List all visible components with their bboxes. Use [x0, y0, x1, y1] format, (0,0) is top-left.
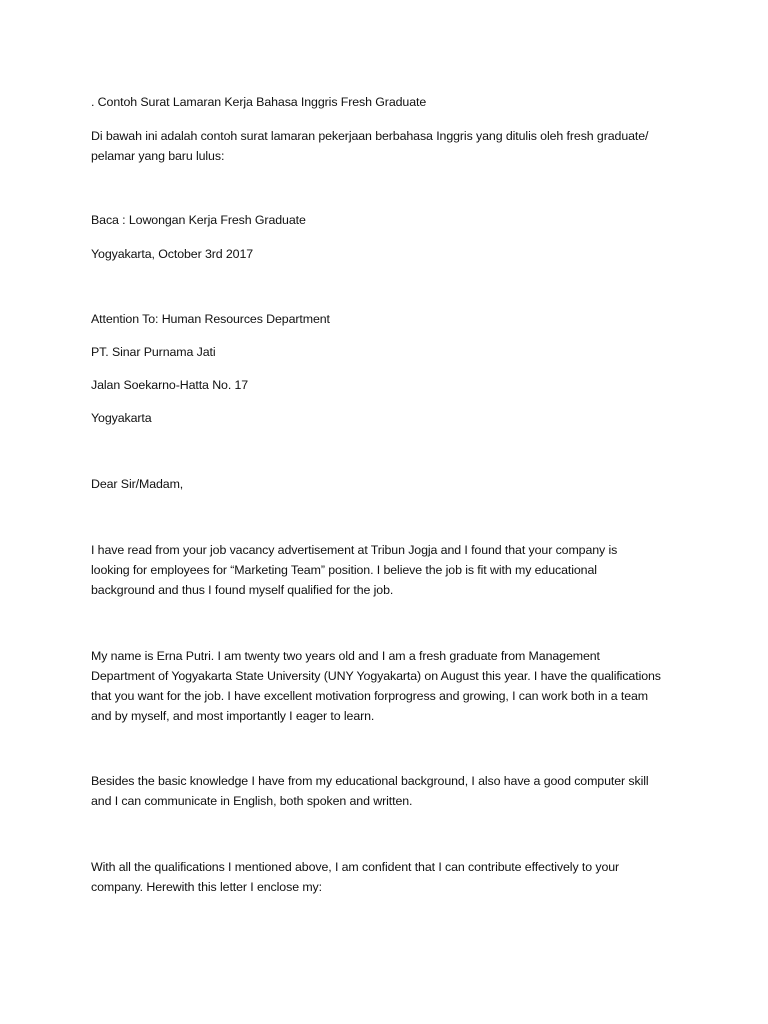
paragraph-3-line: and I can communicate in English, both spoken and written.	[91, 794, 413, 808]
paragraph-4-line: company. Herewith this letter I enclose my:	[91, 880, 322, 894]
place-date: Yogyakarta, October 3rd 2017	[91, 247, 254, 261]
paragraph-4-line: With all the qualifications I mentioned above, I am confident that I can contribute effectively to your	[91, 860, 620, 874]
paragraph-1-line: I have read from your job vacancy advertisement at Tribun Jogja and I found that your company is	[91, 543, 618, 557]
paragraph-1-line: background and thus I found myself qualified for the job.	[91, 583, 394, 597]
paragraph-2-line: Department of Yogyakarta State University (UNY Yogyakarta) on August this year. I have the qualifications	[91, 669, 661, 683]
recipient-street: Jalan Soekarno-Hatta No. 17	[91, 378, 249, 392]
salutation: Dear Sir/Madam,	[91, 477, 184, 491]
document-heading: . Contoh Surat Lamaran Kerja Bahasa Inggris Fresh Graduate	[91, 95, 427, 109]
recipient-city: Yogyakarta	[91, 411, 152, 425]
recipient-attention: Attention To: Human Resources Department	[91, 312, 330, 326]
intro-line: pelamar yang baru lulus:	[91, 149, 225, 163]
read-also-text: Baca : Lowongan Kerja Fresh Graduate	[91, 213, 306, 227]
intro-line: Di bawah ini adalah contoh surat lamaran pekerjaan berbahasa Inggris yang ditulis oleh fresh graduate/	[91, 129, 649, 143]
paragraph-1-line: looking for employees for “Marketing Team” position. I believe the job is fit with my educational	[91, 563, 597, 577]
paragraph-3-line: Besides the basic knowledge I have from my educational background, I also have a good computer skill	[91, 774, 649, 788]
paragraph-2-line: and by myself, and most importantly I eager to learn.	[91, 709, 375, 723]
paragraph-2-line: My name is Erna Putri. I am twenty two years old and I am a fresh graduate from Management	[91, 649, 600, 663]
paragraph-2-line: that you want for the job. I have excellent motivation forprogress and growing, I can work both in a team	[91, 689, 649, 703]
recipient-company: PT. Sinar Purnama Jati	[91, 345, 216, 359]
